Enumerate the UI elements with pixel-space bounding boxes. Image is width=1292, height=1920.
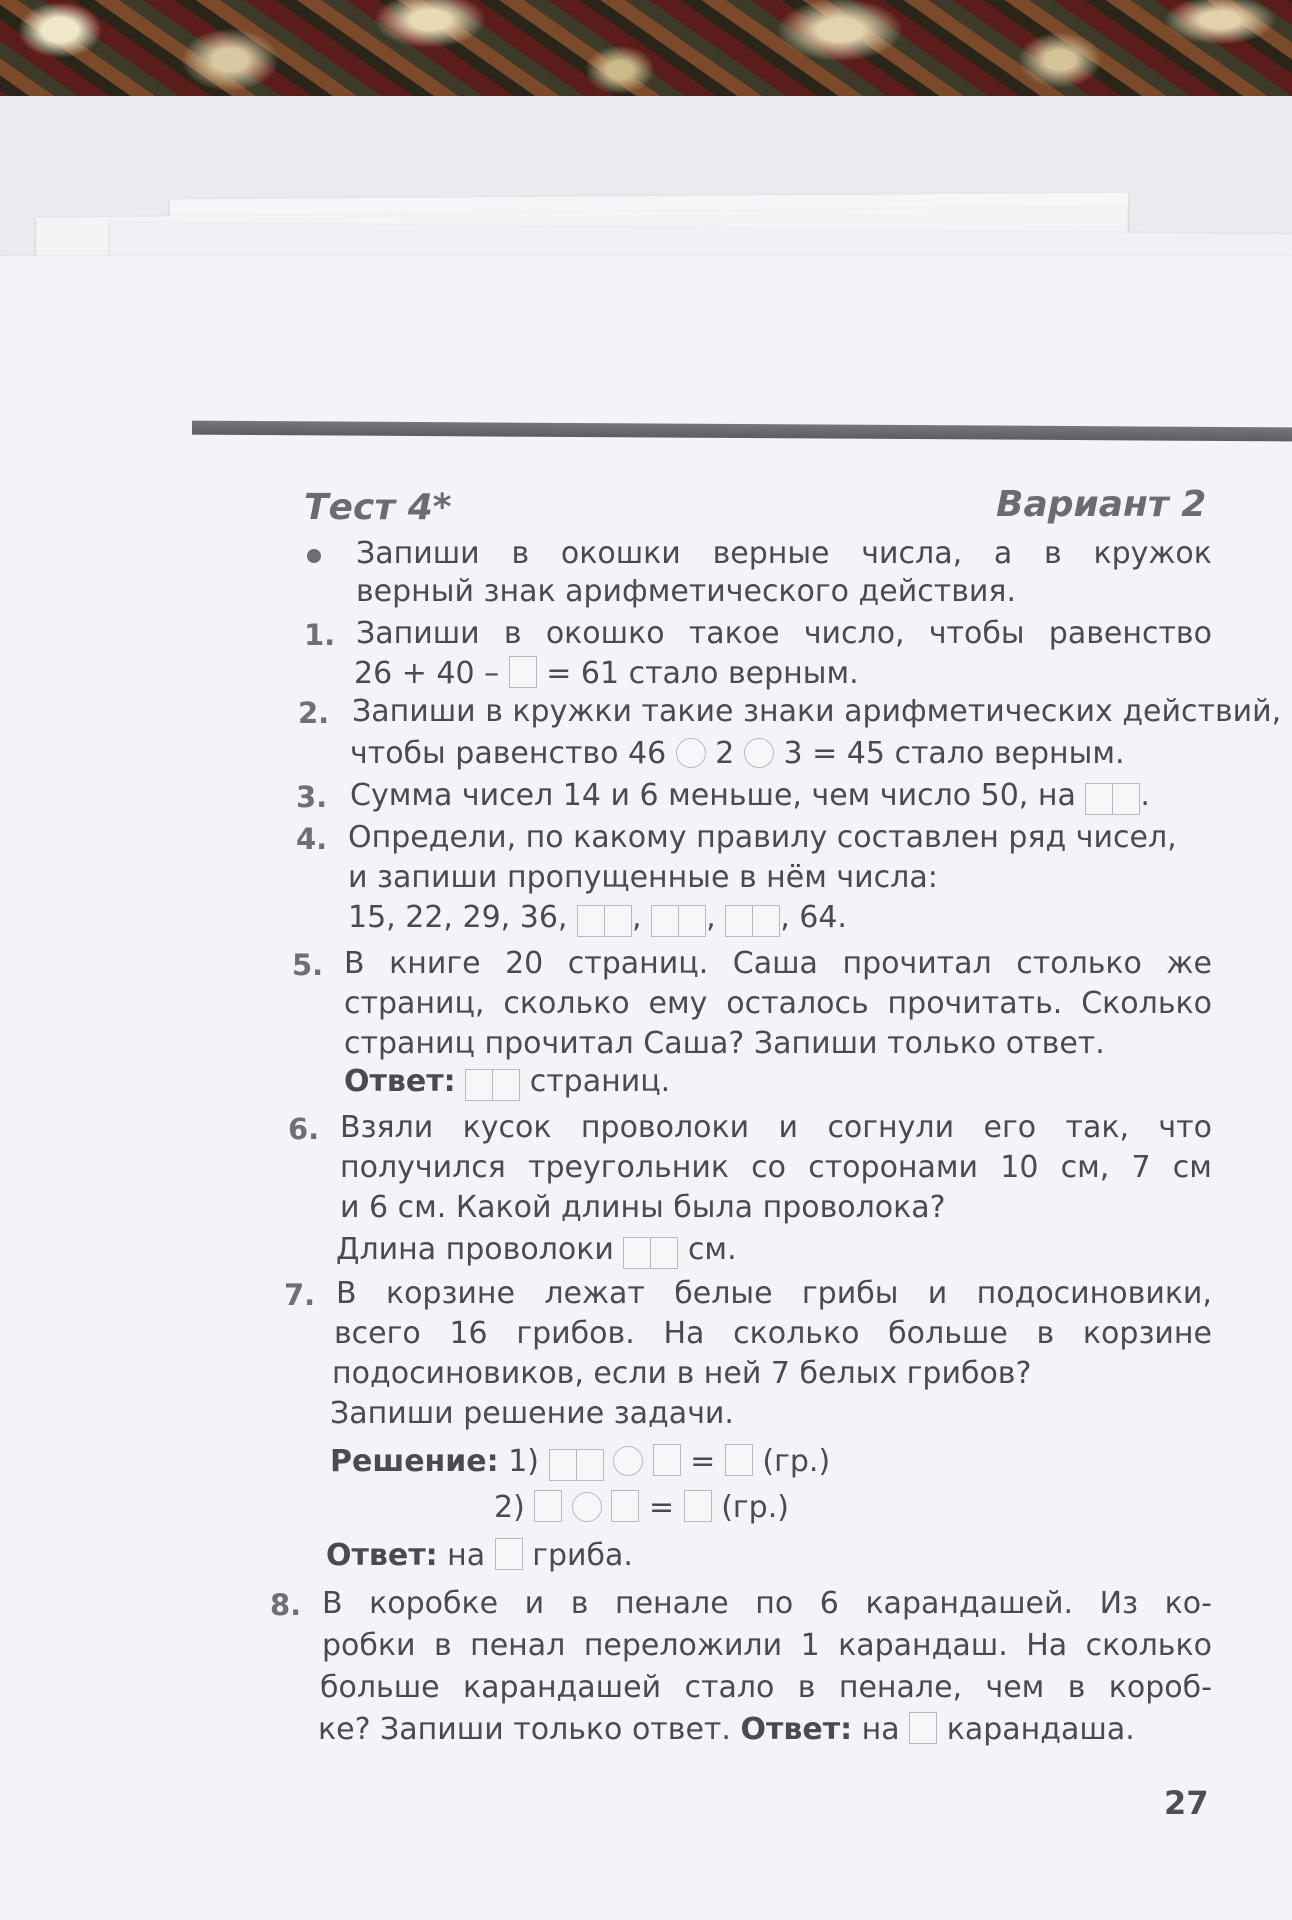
answer-box[interactable] [534,1490,562,1522]
sign-circle[interactable] [676,738,706,768]
task-6-number: 6. [288,1112,320,1146]
task-6-line-2: получился треугольник со сторонами 10 см, 7 см [340,1150,1212,1185]
task-4-line-2: и запиши пропущенные в нём числа: [348,860,938,895]
task-1-number: 1. [304,618,336,652]
task-6-length: Длина проволоки см. [336,1232,737,1267]
answer-box[interactable] [611,1490,639,1522]
task-7-line-4: Запиши решение задачи. [330,1396,734,1431]
task-5-line-2: страниц, сколько ему осталось прочитать. Сколько [344,986,1212,1021]
answer-box-2digit[interactable] [623,1237,678,1267]
bullet-icon [307,549,321,563]
task-6-line-1: Взяли кусок проволоки и согнули его так, что [340,1110,1212,1145]
task-5-line-3: страниц прочитал Саша? Запиши только ответ. [344,1026,1105,1061]
task-1-line-1: Запиши в окошко такое число, чтобы равенство [356,616,1212,651]
task-7-line-1: В корзине лежат белые грибы и подосиновики, [336,1276,1212,1311]
answer-box[interactable] [495,1538,523,1570]
task-7-solution-step-1: Решение: 1) = (гр.) [330,1444,831,1479]
task-2-line-1: Запиши в кружки такие знаки арифметических действий, [352,694,1282,729]
page-number: 27 [1164,1784,1209,1822]
variant-title: Вариант 2 [996,484,1207,525]
answer-box-2digit[interactable] [465,1069,520,1099]
task-5-number: 5. [292,948,324,982]
task-4-line-1: Определи, по какому правилу составлен ряд чисел, [348,820,1177,855]
task-8-line-4: ке? Запиши только ответ. Ответ: на карандаша. [318,1712,1135,1747]
task-1-equation: 26 + 40 – = 61 стало верным. [354,656,859,691]
task-4-number: 4. [296,822,328,856]
task-7-line-3: подосиновиков, если в ней 7 белых грибов? [332,1356,1032,1391]
task-8-line-1: В коробке и в пенале по 6 карандашей. Из ко- [322,1586,1212,1621]
answer-box-2digit[interactable] [725,905,780,935]
answer-box-2digit[interactable] [1085,783,1140,813]
intro-line-2: верный знак арифметического действия. [356,574,1016,609]
task-8-number: 8. [270,1588,302,1622]
task-2-equation: чтобы равенство 46 2 3 = 45 стало верным. [350,736,1125,771]
answer-box-2digit[interactable] [651,905,706,935]
task-8-line-3: больше карандашей стало в пенале, чем в короб- [320,1670,1212,1705]
task-6-line-3: и 6 см. Какой длины была проволока? [340,1190,946,1225]
task-4-sequence: 15, 22, 29, 36, , , , 64. [348,900,847,935]
task-3-number: 3. [296,780,328,814]
sign-circle[interactable] [572,1492,602,1522]
answer-box-2digit[interactable] [549,1449,604,1479]
task-2-number: 2. [298,696,330,730]
sign-circle[interactable] [613,1446,643,1476]
answer-box-2digit[interactable] [577,905,632,935]
answer-box[interactable] [653,1444,681,1476]
answer-box[interactable] [909,1712,937,1744]
intro-line-1: Запиши в окошки верные числа, а в кружок [356,536,1212,571]
task-7-number: 7. [284,1278,316,1312]
task-7-answer: Ответ: на гриба. [326,1538,633,1573]
task-3-text: Сумма чисел 14 и 6 меньше, чем число 50, на . [350,778,1150,813]
task-5-line-1: В книге 20 страниц. Саша прочитал столько же [344,946,1212,981]
task-7-solution-step-2: 2) = (гр.) [494,1490,789,1525]
task-8-line-2: робки в пенал переложили 1 карандаш. На сколько [322,1628,1212,1663]
sign-circle[interactable] [744,738,774,768]
test-title: Тест 4* [304,487,452,528]
answer-box[interactable] [684,1490,712,1522]
answer-box[interactable] [509,656,537,688]
task-7-line-2: всего 16 грибов. На сколько больше в корзине [334,1316,1212,1351]
task-5-answer: Ответ: страниц. [344,1064,671,1099]
answer-box[interactable] [725,1444,753,1476]
